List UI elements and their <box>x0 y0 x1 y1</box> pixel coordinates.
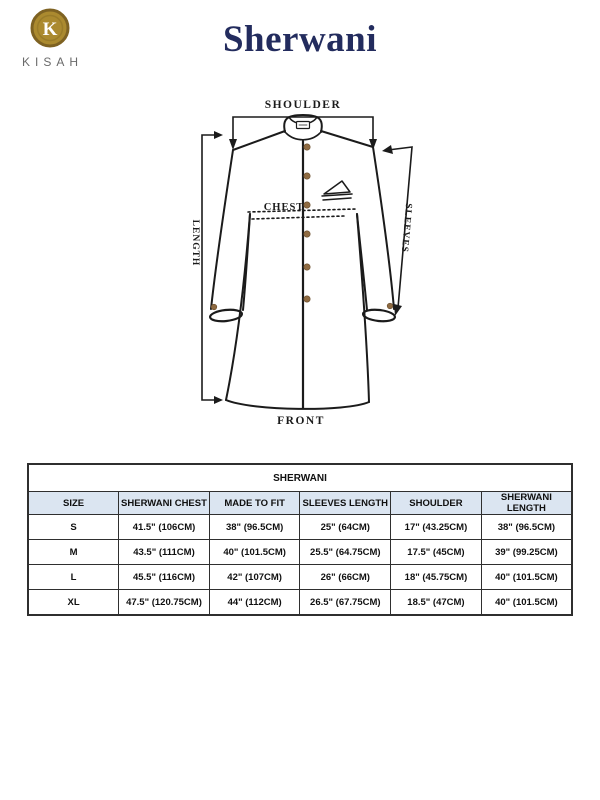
size-cell: XL <box>28 590 119 616</box>
col-header-size: SIZE <box>28 492 119 515</box>
chest-cell: 41.5" (106CM) <box>119 515 210 540</box>
length-label: LENGTH <box>190 219 200 267</box>
table-row-xl <box>28 590 572 616</box>
table-header-row <box>28 492 572 515</box>
fit-cell: 40" (101.5CM) <box>209 540 300 565</box>
shoulder-cell: 18.5" (47CM) <box>391 590 482 616</box>
table-title: SHERWANI <box>28 464 572 492</box>
size-cell: S <box>28 515 119 540</box>
sleeves-label: SLEEVES <box>398 202 414 254</box>
length-cell: 40" (101.5CM) <box>481 565 572 590</box>
shoulder-label: SHOULDER <box>264 99 342 111</box>
sleeves-cell: 25.5" (64.75CM) <box>300 540 391 565</box>
sleeves-cell: 26" (66CM) <box>300 565 391 590</box>
shoulder-cell: 18" (45.75CM) <box>391 565 482 590</box>
fit-cell: 42" (107CM) <box>209 565 300 590</box>
length-measure-line <box>202 135 214 400</box>
chest-label: CHEST <box>263 202 305 213</box>
size-cell: L <box>28 565 119 590</box>
table-title-row <box>28 464 572 492</box>
size-cell: M <box>28 540 119 565</box>
length-cell: 40" (101.5CM) <box>481 590 572 616</box>
brand-name: KISAH <box>21 55 83 69</box>
shoulder-cell: 17" (43.25CM) <box>391 515 482 540</box>
shoulder-cell: 17.5" (45CM) <box>391 540 482 565</box>
col-header-made-to-fit: MADE TO FIT <box>209 492 300 515</box>
sleeves-cell: 26.5" (67.75CM) <box>300 590 391 616</box>
chest-cell: 43.5" (111CM) <box>119 540 210 565</box>
chest-cell: 45.5" (116CM) <box>119 565 210 590</box>
length-cell: 38" (96.5CM) <box>481 515 572 540</box>
col-header-shoulder: SHOULDER <box>391 492 482 515</box>
table-row-l <box>28 565 572 590</box>
col-header-sherwani-chest: SHERWANI CHEST <box>119 492 210 515</box>
fit-cell: 44" (112CM) <box>209 590 300 616</box>
chest-cell: 47.5" (120.75CM) <box>119 590 210 616</box>
col-header-sherwani-length: SHERWANI LENGTH <box>481 492 572 515</box>
col-header-sleeves-length: SLEEVES LENGTH <box>300 492 391 515</box>
table-row-s <box>28 515 572 540</box>
logo-letter: K <box>42 19 58 40</box>
size-chart-table <box>27 463 573 616</box>
sleeves-cell: 25" (64CM) <box>300 515 391 540</box>
front-label: FRONT <box>277 415 325 427</box>
table-row-m <box>28 540 572 565</box>
fit-cell: 38" (96.5CM) <box>209 515 300 540</box>
length-cell: 39" (99.25CM) <box>481 540 572 565</box>
page-title: Sherwani <box>222 19 378 60</box>
